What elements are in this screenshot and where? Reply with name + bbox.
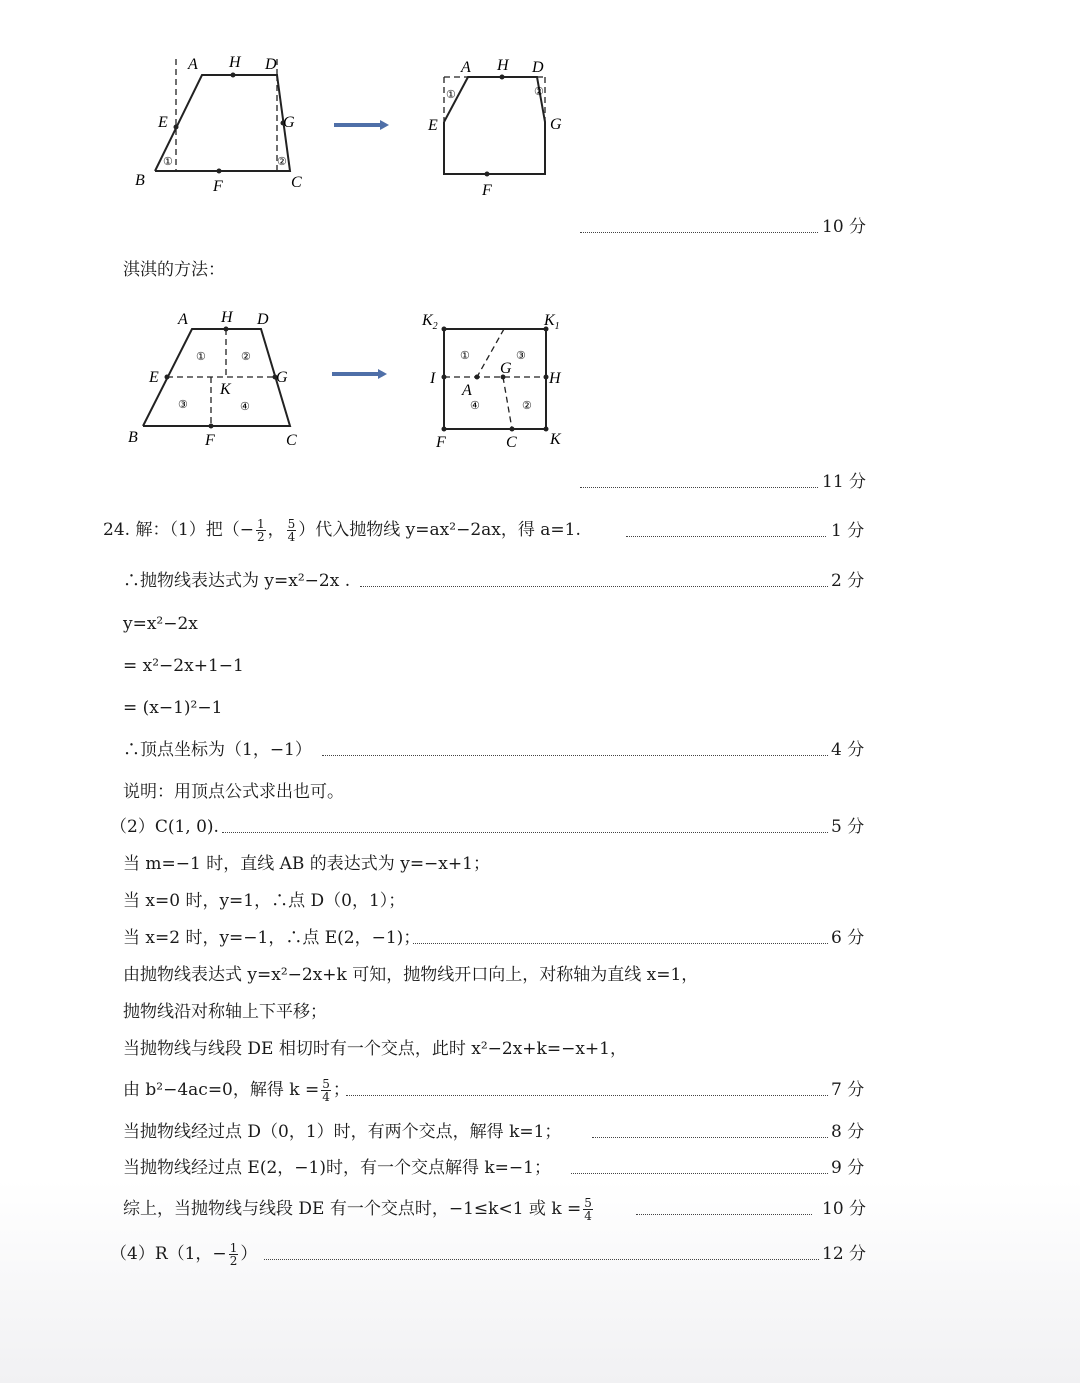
fraction: $\frac{5}{4}$ [584,1196,592,1223]
score-5: 5 分 [831,817,865,837]
label-C: C [291,174,302,191]
score-11: 11 分 [822,472,867,492]
label-D: D [265,56,277,73]
score-leader [592,1123,828,1138]
label-E: E [428,117,438,134]
score-leader [636,1200,812,1215]
label-D: D [532,59,544,76]
text-line: = (x−1)²−1 [123,698,223,718]
score-1: 1 分 [831,521,865,541]
region-3: ③ [178,399,188,411]
label-K2: $K_2$ [422,312,438,332]
label-F: F [436,434,446,451]
text-line: 当 x=2 时，y=−1，∴点 E(2，−1)； [123,928,421,948]
text-line: ∴顶点坐标为（1，−1） [123,740,312,760]
region-2: ② [534,86,544,98]
fraction: $\frac{5}{4}$ [287,517,296,544]
label-I: I [430,370,436,387]
label-E: E [158,114,168,131]
label-A: A [188,56,198,73]
label-F: F [213,178,223,195]
text-line: 由抛物线表达式 y=x²−2x+k 可知，抛物线开口向上，对称轴为直线 x=1， [123,965,699,985]
score-leader [264,1245,819,1260]
score-leader [626,522,826,537]
label-B: B [135,172,145,189]
region-1: ① [163,156,173,168]
text-line: 当抛物线经过点 E(2，−1)时，有一个交点解得 k=−1； [123,1158,551,1178]
label-G: G [276,369,288,386]
region-2: ② [241,351,251,363]
label-E: E [149,369,159,386]
text-line: （4）R（1，− $\frac{1}{2}$ ） [110,1241,258,1268]
score-8: 8 分 [831,1122,865,1142]
score-7: 7 分 [831,1080,865,1100]
region-3: ③ [516,350,526,362]
score-10: 10 分 [822,1199,867,1219]
text-line: y=x²−2x [123,614,198,634]
text-line: 当抛物线与线段 DE 相切时有一个交点，此时 x²−2x+k=−x+1， [123,1039,627,1059]
label-F: F [205,432,215,449]
text-line: （2）C(1, 0). [110,817,219,837]
score-leader [580,473,818,488]
label-G: G [500,360,512,377]
label-K: K [220,381,231,398]
label-G: G [550,116,562,133]
label-H: H [549,370,561,387]
label-A: A [178,311,188,328]
score-4: 4 分 [831,740,865,760]
fraction: $\frac{1}{2}$ [229,1241,238,1268]
score-9: 9 分 [831,1158,865,1178]
score-10: 10 分 [822,217,867,237]
score-leader [580,218,818,233]
figure-square-rearranged [418,305,578,455]
score-leader [413,929,828,944]
fraction: $\frac{5}{4}$ [322,1077,330,1104]
score-leader [322,741,828,756]
fraction: $\frac{1}{2}$ [257,517,265,544]
text-line: = x²−2x+1−1 [123,656,244,676]
text-line: ∴抛物线表达式为 y=x²−2x . [123,571,351,591]
arrow-right-icon [330,364,390,384]
label-H: H [497,57,509,74]
region-1: ① [460,350,470,362]
text-line: 当抛物线经过点 D（0，1）时，有两个交点，解得 k=1； [123,1122,562,1142]
region-4: ④ [240,401,250,413]
qiqi-method-heading: 淇淇的方法： [123,260,225,280]
text-line: 当 x=0 时，y=1，∴点 D（0，1）； [123,891,406,911]
region-1: ① [446,89,456,101]
label-C: C [286,432,297,449]
label-H: H [229,54,241,71]
figure-trapezoid-split [122,300,312,450]
score-leader [360,572,828,587]
q24-part1-line: 24. 解：（1）把（− $\frac{1}{2}$ ， $\frac{5}{4}$ ）代入抛物线 y=ax²−2ax，得 a=1. [103,517,581,544]
score-leader [222,818,828,833]
text-line: 当 m=−1 时，直线 AB 的表达式为 y=−x+1； [123,854,490,874]
label-F: F [482,182,492,199]
label-A: A [462,382,472,399]
figure-trapezoid-cut [125,45,315,195]
text-line: 综上，当抛物线与线段 DE 有一个交点时，−1≤k<1 或 k = $\frac{5}{4}$ [123,1196,592,1223]
score-2: 2 分 [831,571,865,591]
text-line: 抛物线沿对称轴上下平移； [123,1002,327,1022]
arrow-right-icon [332,115,392,135]
region-2: ② [277,156,287,168]
score-12: 12 分 [822,1244,867,1264]
label-C: C [506,434,517,451]
figure-rearranged-rectangle [420,50,580,200]
label-K1: $K_1$ [544,312,560,332]
score-6: 6 分 [831,928,865,948]
label-H: H [221,309,233,326]
label-B: B [128,429,138,446]
region-1: ① [196,351,206,363]
label-A: A [461,59,471,76]
region-2: ② [522,400,532,412]
score-leader [571,1159,828,1174]
region-4: ④ [470,400,480,412]
label-G: G [283,114,295,131]
score-leader [346,1081,828,1096]
text-line: 说明：用顶点公式求出也可。 [123,782,344,802]
label-D: D [257,311,269,328]
text-line: 由 b²−4ac=0，解得 k = $\frac{5}{4}$ ； [123,1077,350,1104]
label-K: K [550,431,561,448]
